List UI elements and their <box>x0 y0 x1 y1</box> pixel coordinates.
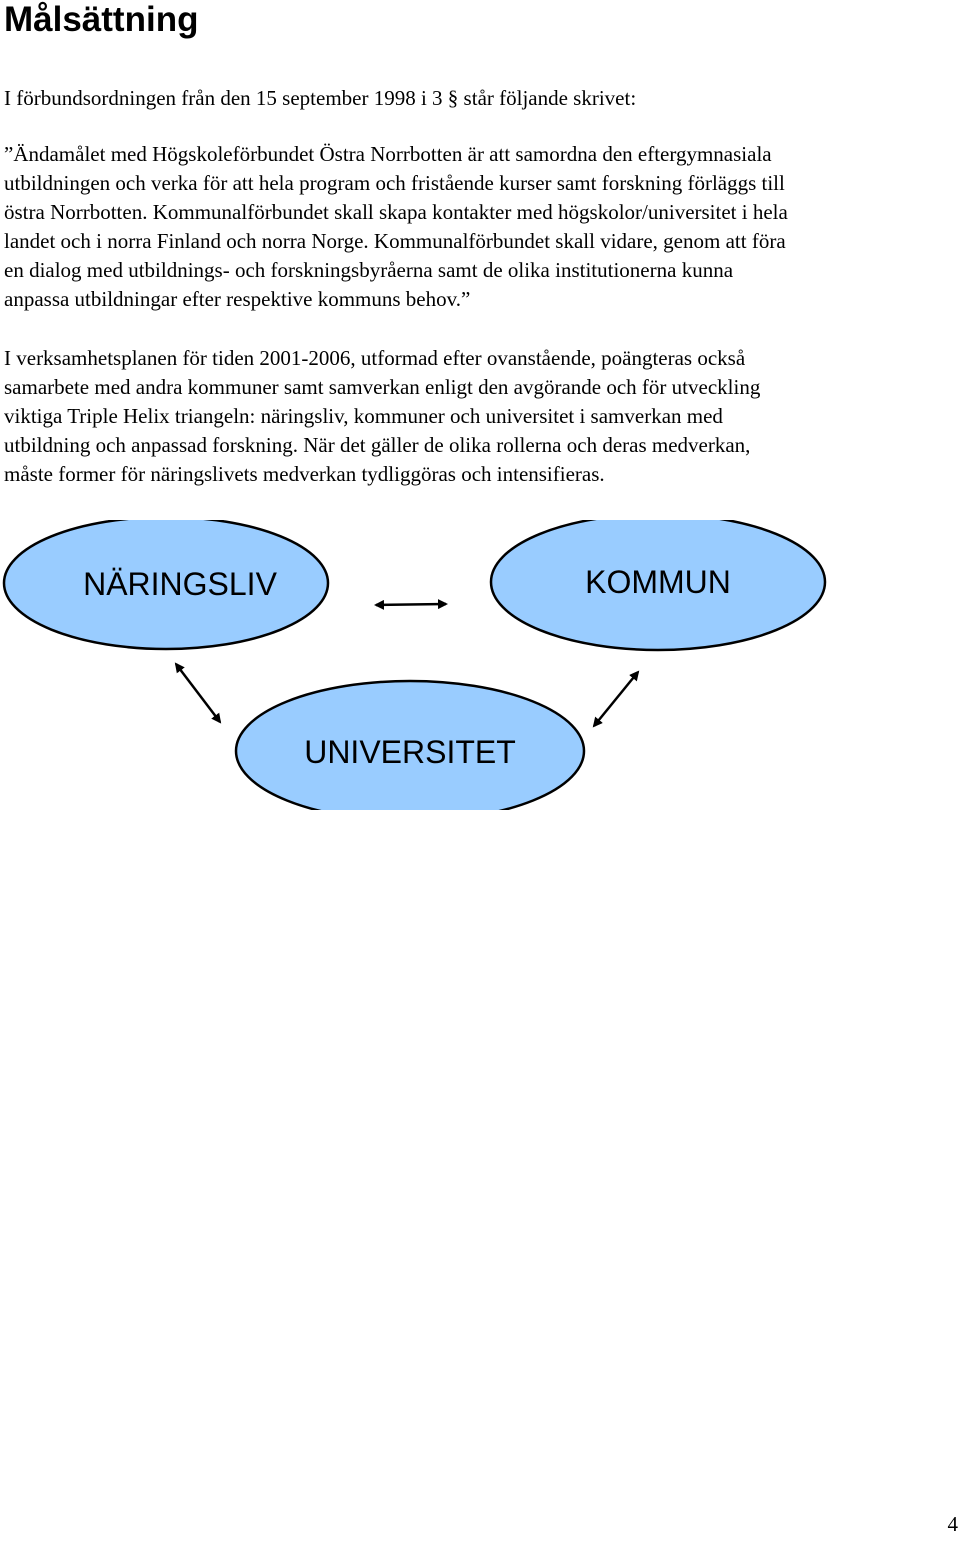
quote-line: en dialog med utbildnings- och forskningsbyråerna samt de olika institutionerna kunna <box>4 258 734 282</box>
plan-paragraph <box>4 344 954 489</box>
quote-line: ”Ändamålet med Högskoleförbundet Östra Norrbotten är att samordna den eftergymnasiala <box>4 142 772 166</box>
intro-paragraph <box>4 84 954 113</box>
naringsliv-label: NÄRINGSLIV <box>83 566 277 602</box>
kommun-label: KOMMUN <box>585 564 731 600</box>
plan-line: måste former för näringslivets medverkan tydliggöras och intensifieras. <box>4 462 605 486</box>
quote-line: utbildningen och verka för att hela program och fristående kurser samt forskning förläggs till <box>4 171 785 195</box>
quote-line: östra Norrbotten. Kommunalförbundet skall skapa kontakter med högskolor/universitet i hela <box>4 200 788 224</box>
arrow-naringsliv-universitet <box>176 664 220 722</box>
intro-line: I förbundsordningen från den 15 september 1998 i 3 § står följande skrivet: <box>4 86 637 110</box>
quote-line: landet och i norra Finland och norra Norge. Kommunalförbundet skall vidare, genom att föra <box>4 229 786 253</box>
arrow-naringsliv-kommun <box>376 604 446 605</box>
quote-paragraph <box>4 140 954 314</box>
quote-line: anpassa utbildningar efter respektive kommuns behov.” <box>4 287 471 311</box>
page-heading: Målsättning <box>4 0 199 39</box>
universitet-label: UNIVERSITET <box>304 734 516 770</box>
plan-line: utbildning och anpassad forskning. När det gäller de olika rollerna och deras medverkan, <box>4 433 751 457</box>
page-number: 4 <box>947 1512 958 1536</box>
plan-line: samarbete med andra kommuner samt samverkan enligt den avgörande och för utveckling <box>4 375 761 399</box>
arrow-kommun-universitet <box>594 672 638 726</box>
plan-line: I verksamhetsplanen för tiden 2001-2006, utformad efter ovanstående, poängteras också <box>4 346 746 370</box>
triple-helix-diagram <box>0 520 960 810</box>
plan-line: viktiga Triple Helix triangeln: näringsliv, kommuner och universitet i samverkan med <box>4 404 723 428</box>
